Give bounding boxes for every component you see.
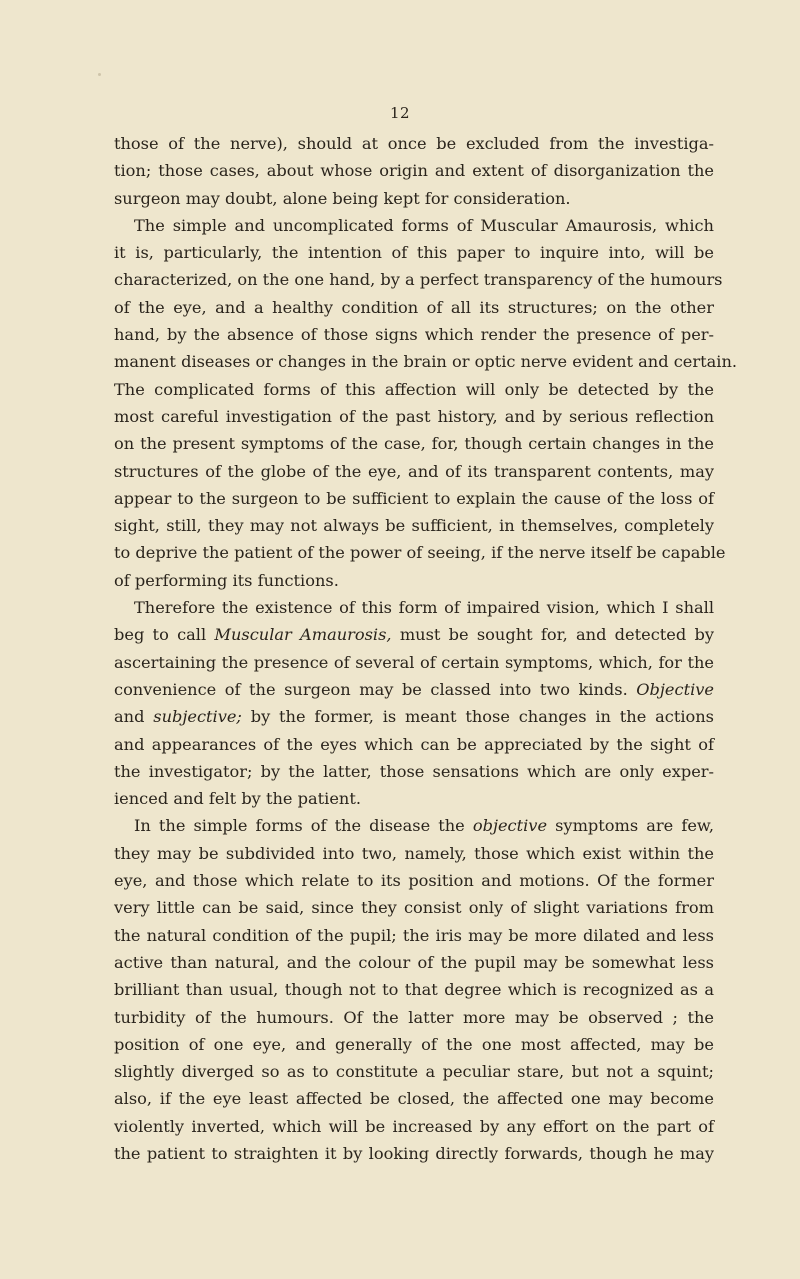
text-line	[114, 785, 714, 812]
text-line	[114, 922, 714, 949]
text-line	[114, 812, 714, 839]
text-segment: they may be subdivided into two, namely, those which exist within the	[114, 843, 714, 863]
text-line	[114, 1004, 714, 1031]
page-number: 12	[389, 104, 411, 122]
text-line	[114, 567, 714, 594]
text-line	[114, 621, 714, 648]
text-line	[114, 758, 714, 785]
text-line	[114, 321, 714, 348]
text-segment: ienced and felt by the patient.	[114, 789, 361, 809]
text-line	[114, 1031, 714, 1058]
text-line	[114, 840, 714, 867]
italic-term: Muscular Amaurosis,	[214, 625, 392, 645]
text-segment: must be sought for, and detected by	[391, 625, 714, 645]
text-segment: and	[114, 707, 154, 727]
text-line	[114, 1140, 714, 1167]
text-segment: the patient to straighten it by looking directly forwards, though he may	[114, 1143, 714, 1163]
italic-term: objective	[472, 816, 548, 836]
text-line	[114, 294, 714, 321]
text-segment: ascertaining the presence of several of certain symptoms, which, for the	[114, 652, 714, 672]
text-line	[114, 1085, 714, 1112]
text-segment: structures of the globe of the eye, and of its transparent contents, may	[114, 461, 714, 481]
text-line	[114, 430, 714, 457]
text-line	[114, 130, 714, 157]
text-line	[114, 539, 726, 566]
text-line	[114, 157, 714, 184]
text-line	[114, 676, 714, 703]
text-line	[114, 594, 714, 621]
italic-term: subjective;	[153, 707, 242, 727]
text-segment: tion; those cases, about whose origin and extent of disorganization the	[114, 161, 714, 181]
text-line	[114, 976, 714, 1003]
text-segment: hand, by the absence of those signs which render the presence of per-	[114, 325, 714, 345]
text-segment: brilliant than usual, though not to that degree which is recognized as a	[114, 980, 714, 1000]
text-line	[114, 266, 723, 293]
text-segment: the investigator; by the latter, those sensations which are only exper-	[114, 761, 714, 781]
text-line	[114, 1113, 714, 1140]
text-segment: In the simple forms of the disease the	[134, 816, 473, 836]
text-segment: those of the nerve), should at once be excluded from the investiga-	[114, 134, 714, 153]
text-segment: most careful investigation of the past history, and by serious reflection	[114, 406, 714, 426]
text-segment: beg to call	[114, 625, 215, 645]
body-text	[114, 130, 738, 1167]
text-line	[114, 949, 714, 976]
text-segment: very little can be said, since they consist only of slight variations from	[114, 898, 714, 918]
text-segment: Therefore the existence of this form of impaired vision, which I shall	[134, 598, 714, 618]
text-segment: appear to the surgeon to be sufficient to explain the cause of the loss of	[114, 488, 714, 508]
text-segment: slightly diverged so as to constitute a peculiar stare, but not a squint;	[114, 1062, 714, 1082]
text-line	[114, 212, 714, 239]
text-segment: position of one eye, and generally of the one most affected, may be	[114, 1034, 714, 1054]
text-segment: characterized, on the one hand, by a perfect transparency of the humours	[114, 270, 723, 290]
text-segment: of performing its functions.	[114, 570, 339, 590]
text-segment: by the former, is meant those changes in the actions	[241, 707, 714, 727]
text-segment: convenience of the surgeon may be classed into two kinds.	[114, 679, 637, 699]
text-line	[114, 458, 714, 485]
text-line	[114, 348, 738, 375]
text-segment: symptoms are few,	[547, 816, 714, 836]
text-line	[114, 512, 714, 539]
text-line	[114, 485, 714, 512]
text-line	[114, 239, 714, 266]
text-segment: sight, still, they may not always be sufficient, in themselves, completely	[114, 516, 714, 536]
text-segment: eye, and those which relate to its position and motions. Of the former	[114, 871, 714, 891]
text-segment: active than natural, and the colour of the pupil may be somewhat less	[114, 952, 714, 972]
text-line	[114, 731, 714, 758]
text-line	[114, 649, 714, 676]
paper-speck	[98, 73, 101, 76]
text-segment: also, if the eye least affected be closed, the affected one may become	[114, 1089, 714, 1109]
text-line	[114, 894, 714, 921]
text-segment: The complicated forms of this affection will only be detected by the	[114, 379, 714, 399]
text-segment: violently inverted, which will be increased by any effort on the part of	[114, 1116, 714, 1136]
text-segment: surgeon may doubt, alone being kept for consideration.	[114, 188, 571, 208]
text-line	[114, 185, 714, 212]
text-segment: of the eye, and a healthy condition of all its structures; on the other	[114, 297, 714, 317]
text-line	[114, 703, 714, 730]
text-segment: it is, particularly, the intention of this paper to inquire into, will be	[114, 243, 714, 263]
text-line	[114, 376, 714, 403]
text-segment: to deprive the patient of the power of seeing, if the nerve itself be capable	[114, 543, 726, 563]
text-segment: on the present symptoms of the case, for, though certain changes in the	[114, 434, 714, 454]
text-line	[114, 867, 714, 894]
text-line	[114, 403, 714, 430]
text-segment: The simple and uncomplicated forms of Muscular Amaurosis, which	[134, 215, 714, 235]
text-segment: and appearances of the eyes which can be appreciated by the sight of	[114, 734, 714, 754]
text-segment: the natural condition of the pupil; the iris may be more dilated and less	[114, 925, 714, 945]
text-segment: turbidity of the humours. Of the latter more may be observed ; the	[114, 1007, 714, 1027]
text-segment: manent diseases or changes in the brain or optic nerve evident and certain.	[114, 352, 738, 372]
text-line	[114, 1058, 714, 1085]
italic-term: Objective	[636, 679, 714, 699]
